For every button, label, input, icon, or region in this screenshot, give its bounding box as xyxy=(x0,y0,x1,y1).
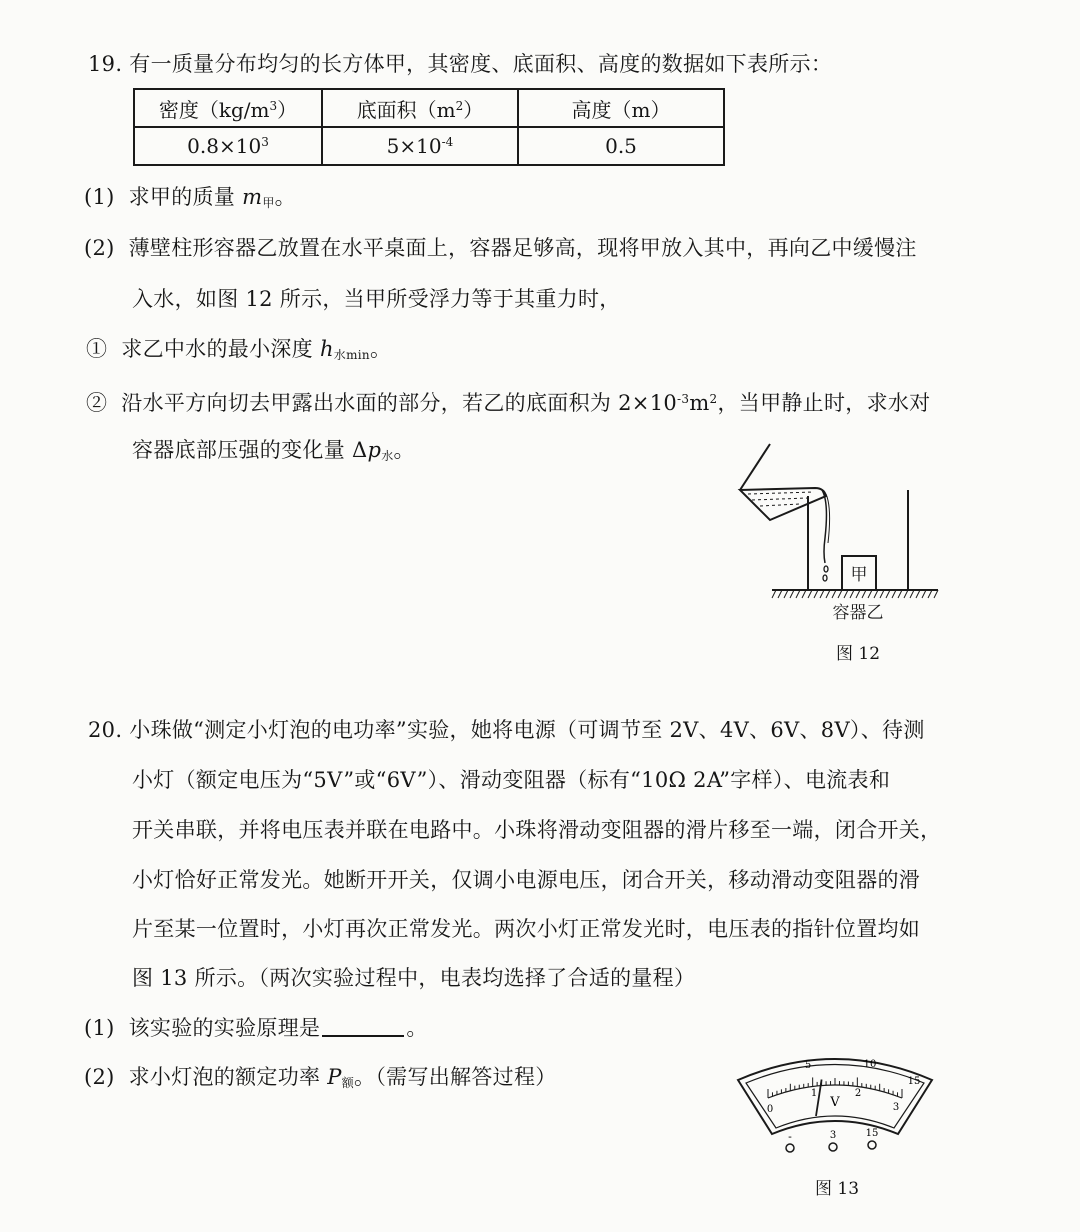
terminal-15v xyxy=(868,1141,876,1149)
q19-sub1: ① 求乙中水的最小深度 $h_{水min}$。 xyxy=(86,337,392,362)
q20-line: 开关串联，并将电压表并联在电路中。小珠将滑动变阻器的滑片移至一端，闭合开关， xyxy=(132,818,942,842)
scale-bottom-label: 3 xyxy=(892,1102,900,1113)
answer-blank[interactable] xyxy=(322,1015,404,1037)
terminal-label: 15 xyxy=(865,1128,879,1139)
scale-top-label: 15 xyxy=(907,1076,921,1087)
terminal-3v xyxy=(829,1143,837,1151)
scale-top-label: 10 xyxy=(863,1059,877,1070)
q20-line: 图 13 所示。（两次实验过程中，电表均选择了合适的量程） xyxy=(132,966,696,990)
scale-top-label: 5 xyxy=(804,1060,812,1071)
container-label: 容器乙 xyxy=(832,603,884,623)
figure-13-voltmeter xyxy=(730,1050,940,1160)
q19-intro: 19. 有一质量分布均匀的长方体甲，其密度、底面积、高度的数据如下表所示： xyxy=(88,52,833,76)
q19-sub2-line1: ② 沿水平方向切去甲露出水面的部分，若乙的底面积为 $2\times 10^{-3}m^2$，当甲静止时，求水对 xyxy=(86,391,931,415)
q20-line: 小灯恰好正常发光。她断开开关，仅调小电源电压，闭合开关，移动滑动变阻器的滑 xyxy=(132,868,921,892)
q20-part1: (1) 该实验的实验原理是 。 xyxy=(84,1016,428,1040)
q19-part1: (1) 求甲的质量 $m_甲$。 xyxy=(84,185,296,210)
scale-bottom-label: 0 xyxy=(766,1104,774,1115)
unit-label: V xyxy=(830,1095,840,1110)
scale-bottom-label: 2 xyxy=(854,1088,862,1099)
block-label: 甲 xyxy=(850,565,868,585)
figure-13-caption: 图 13 xyxy=(815,1179,860,1199)
header-area: 底面积$(m^2)$ xyxy=(322,89,518,127)
header-density: 密度$(kg/m^3)$ xyxy=(134,89,322,127)
value-height: 0.5 xyxy=(518,127,724,165)
value-density: $0.8\times 10^3$ xyxy=(134,127,322,165)
header-height: 高度（m） xyxy=(518,89,724,127)
terminal-label: - xyxy=(788,1130,792,1143)
figure-12-caption: 图 12 xyxy=(836,644,881,664)
value-area: $5\times 10^{-4}$ xyxy=(322,127,518,165)
scale-bottom-label: 1 xyxy=(810,1088,818,1099)
q20-line: 片至某一位置时，小灯再次正常发光。两次小灯正常发光时，电压表的指针位置均如 xyxy=(132,917,921,941)
q20-line: 20. 小珠做“测定小灯泡的电功率”实验，她将电源（可调节至 2V、4V、6V、8V）、待测 xyxy=(88,718,925,742)
q20-part2: (2) 求小灯泡的额定功率 $P_额$。（需写出解答过程） xyxy=(84,1065,557,1090)
q20-line: 小灯（额定电压为“5V”或“6V”）、滑动变阻器（标有“10Ω 2A”字样）、电流表和 xyxy=(132,768,891,792)
q19-part2-line1: (2) 薄壁柱形容器乙放置在水平桌面上，容器足够高，现将甲放入其中，再向乙中缓慢注 xyxy=(84,236,917,260)
ground-hatching xyxy=(772,590,938,598)
figure-12-diagram xyxy=(730,438,945,623)
terminal-negative xyxy=(786,1144,794,1152)
q19-part2-line2: 入水，如图 12 所示，当甲所受浮力等于其重力时， xyxy=(132,287,621,311)
terminal-label: 3 xyxy=(829,1130,837,1141)
q19-sub2-line2: 容器底部压强的变化量 $\Delta p_水$。 xyxy=(132,438,415,463)
q19-data-table xyxy=(133,88,725,166)
